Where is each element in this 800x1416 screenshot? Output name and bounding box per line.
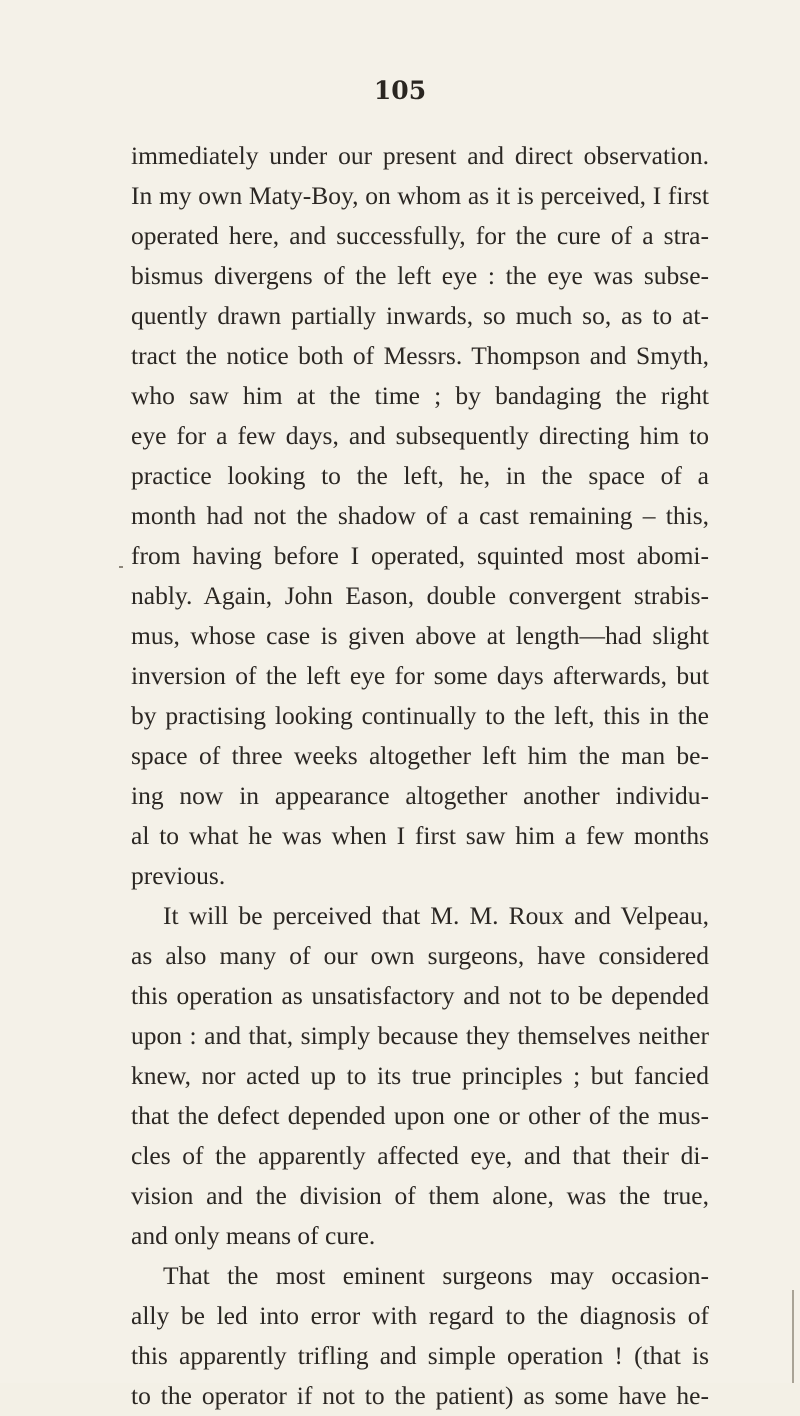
text-line: mus, whose case is given above at length—had slight <box>131 621 709 650</box>
text-line: who saw him at the time ; by bandaging the right <box>131 381 709 410</box>
text-line: That the most eminent surgeons may occasion- <box>163 1261 709 1290</box>
text-line: It will be perceived that M. M. Roux and Velpeau, <box>163 901 709 930</box>
text-line: upon : and that, simply because they themselves neither <box>131 1021 709 1050</box>
text-line: practice looking to the left, he, in the space of a <box>131 461 709 490</box>
text-line: immediately under our present and direct observation. <box>131 141 709 170</box>
text-line: cles of the apparently affected eye, and that their di- <box>131 1141 709 1170</box>
text-line: tract the notice both of Messrs. Thompson and Smyth, <box>131 341 709 370</box>
paragraph-1 <box>131 136 709 896</box>
text-line: by practising looking continually to the left, this in the <box>131 701 709 730</box>
text-line: from having before I operated, squinted most abomi- <box>131 541 709 570</box>
page-number: 105 <box>373 76 427 105</box>
text-line: nably. Again, John Eason, double convergent strabis- <box>131 581 709 610</box>
paragraph-3 <box>131 1256 709 1416</box>
text-line: ing now in appearance altogether another individu- <box>131 781 709 810</box>
text-line: month had not the shadow of a cast remaining – this, <box>131 501 709 530</box>
page-edge-mark <box>792 1290 794 1383</box>
text-line: quently drawn partially inwards, so much so, as to at- <box>131 301 709 330</box>
text-line: that the defect depended upon one or other of the mus- <box>131 1101 709 1130</box>
paragraph-2 <box>131 896 709 1256</box>
text-line: this operation as unsatisfactory and not to be depended <box>131 981 709 1010</box>
text-line: In my own Maty-Boy, on whom as it is perceived, I first <box>131 181 709 210</box>
text-line: space of three weeks altogether left him the man be- <box>131 741 709 770</box>
text-line: previous. <box>131 861 226 890</box>
text-line: to the operator if not to the patient) as some have he- <box>131 1381 709 1410</box>
body-text <box>131 136 709 1416</box>
text-line: eye for a few days, and subsequently directing him to <box>131 421 709 450</box>
text-line: as also many of our own surgeons, have considered <box>131 941 709 970</box>
text-line: knew, nor acted up to its true principles ; but fancied <box>131 1061 709 1090</box>
text-line: al to what he was when I first saw him a few months <box>131 821 709 850</box>
text-line: and only means of cure. <box>131 1221 376 1250</box>
text-line: this apparently trifling and simple operation ! (that is <box>131 1341 709 1370</box>
text-line: bismus divergens of the left eye : the eye was subse- <box>131 261 709 290</box>
text-line: vision and the division of them alone, was the true, <box>131 1181 709 1210</box>
text-line: ally be led into error with regard to the diagnosis of <box>131 1301 709 1330</box>
text-line: operated here, and successfully, for the cure of a stra- <box>131 221 709 250</box>
text-line: inversion of the left eye for some days afterwards, but <box>131 661 709 690</box>
margin-mark <box>119 566 123 568</box>
